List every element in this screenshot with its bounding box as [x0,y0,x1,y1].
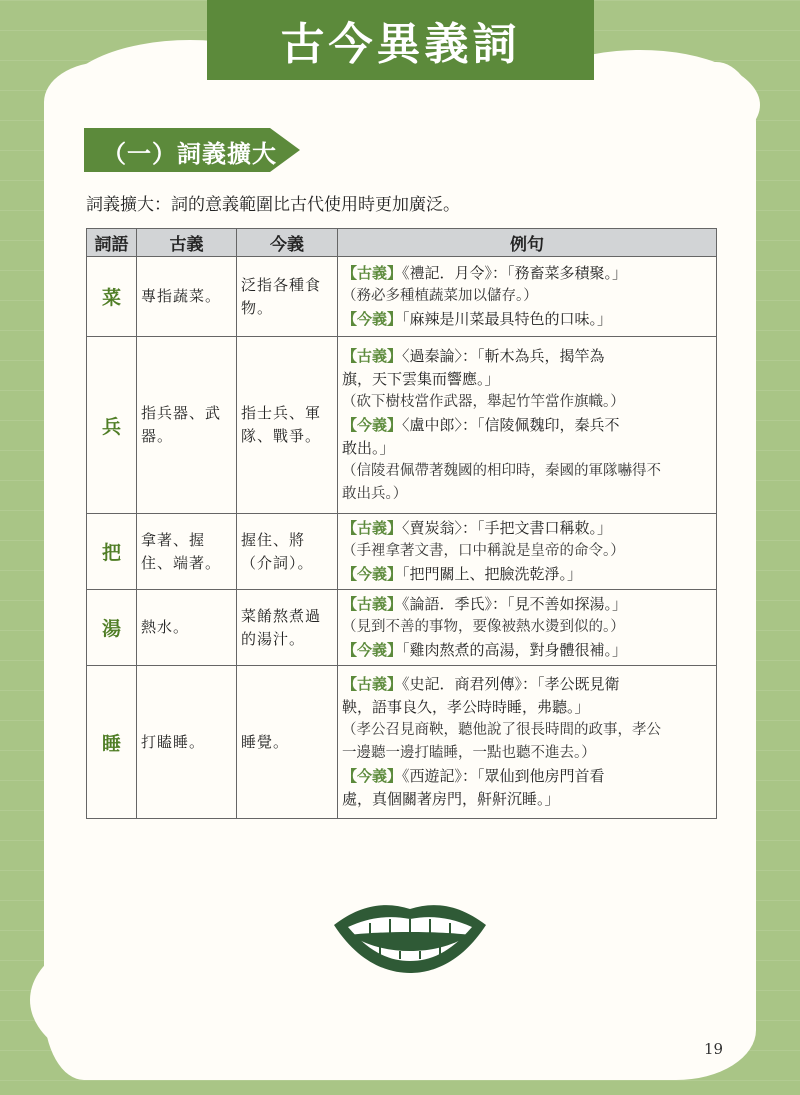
header-modern: 今義 [237,229,338,257]
table-row [87,337,717,514]
example-line: 【今義】「麻辣是川菜最具特色的口味。」 [342,310,613,328]
example-line: （見到不善的事物，要像被熱水燙到似的。） [342,619,625,635]
meaning-tag: 【今義】 [342,767,403,785]
example-line: 敢出兵。） [342,485,408,502]
modern-meaning: 睡覺。 [237,666,338,819]
table-row [87,666,717,819]
table-row [87,257,717,337]
word-cell: 兵 [87,337,137,514]
table-row [87,590,717,666]
ancient-meaning: 熱水。 [137,590,237,666]
ancient-meaning: 指兵器、武器。 [137,337,237,514]
meaning-tag: 【今義】 [342,310,403,328]
example-line: 敢出。」 [342,438,395,457]
example-line: 【今義】〈盧中郎〉：「信陵佩魏印，秦兵不 [342,415,620,434]
example-line: 【古義】〈賣炭翁〉：「手把文書口稱敕。」 [342,519,613,537]
example-line: 一邊聽一邊打瞌睡，一點也聽不進去。） [342,745,596,761]
meaning-tag: 【今義】 [342,641,403,659]
example-line: 【今義】《西遊記》：「眾仙到他房門首看 [342,767,605,785]
examples-cell [338,590,717,666]
modern-meaning: 指士兵、軍隊、戰爭。 [237,337,338,514]
mouth-icon [330,895,490,975]
ancient-meaning: 打瞌睡。 [137,666,237,819]
page-number: 19 [704,1040,724,1058]
example-line: 【古義】《史記．商君列傳》：「孝公既見衛 [342,675,620,693]
example-line: （孝公召見商鞅，聽他說了很長時間的政事，孝公 [342,722,661,738]
modern-meaning: 泛指各種食物。 [237,257,338,337]
example-line: （信陵君佩帶著魏國的相印時，秦國的軍隊嚇得不 [342,462,661,479]
section-tab [84,128,300,172]
intro-text: 詞義擴大：詞的意義範圍比古代使用時更加廣泛。 [86,195,460,215]
modern-meaning: 菜餚熬煮過的湯汁。 [237,590,338,666]
word-cell: 睡 [87,666,137,819]
header-examples: 例句 [338,229,717,257]
vocab-table [86,228,717,819]
examples-cell [338,257,717,337]
section-heading: （一）詞義擴大 [102,139,277,168]
word-cell: 把 [87,514,137,590]
header-word: 詞語 [87,229,137,257]
ancient-meaning: 專指蔬菜。 [137,257,237,337]
example-line: （砍下樹枝當作武器，舉起竹竿當作旗幟。） [342,393,625,410]
modern-meaning: 握住、將（介詞）。 [237,514,338,590]
ancient-meaning: 拿著、握住、端著。 [137,514,237,590]
meaning-tag: 【今義】 [342,565,403,583]
meaning-tag: 【古義】 [342,675,403,693]
meaning-tag: 【古義】 [342,595,403,613]
example-line: 【今義】「雞肉熬煮的高湯，對身體很補。」 [342,641,628,659]
paper-blob [30,930,250,1070]
example-line: 【今義】「把門關上、把臉洗乾淨。」 [342,565,583,583]
meaning-tag: 【古義】 [342,519,403,537]
table-header-row [87,229,717,257]
example-line: （務必多種植蔬菜加以儲存。） [342,288,538,304]
word-cell: 湯 [87,590,137,666]
meaning-tag: 【古義】 [342,346,403,365]
example-line: 【古義】《禮記．月令》：「務畜菜多積聚。」 [342,264,628,282]
example-line: 鞅，語事良久，孝公時時睡，弗聽。」 [342,698,590,716]
example-line: 【古義】〈過秦論〉：「斬木為兵，揭竿為 [342,346,605,365]
page-title: 古今異義詞 [280,19,521,70]
word-cell: 菜 [87,257,137,337]
table-row [87,514,717,590]
meaning-tag: 【今義】 [342,415,403,434]
examples-cell [338,666,717,819]
examples-cell [338,337,717,514]
example-line: 處，真個關著房門，鼾鼾沉睡。」 [342,790,560,808]
examples-cell [338,514,717,590]
example-line: 【古義】《論語．季氏》：「見不善如探湯。」 [342,595,628,613]
example-line: 旗，天下雲集而響應。」 [342,369,500,388]
example-line: （手裡拿著文書，口中稱說是皇帝的命令。） [342,543,625,559]
title-banner [207,0,594,80]
meaning-tag: 【古義】 [342,264,403,282]
header-ancient: 古義 [137,229,237,257]
